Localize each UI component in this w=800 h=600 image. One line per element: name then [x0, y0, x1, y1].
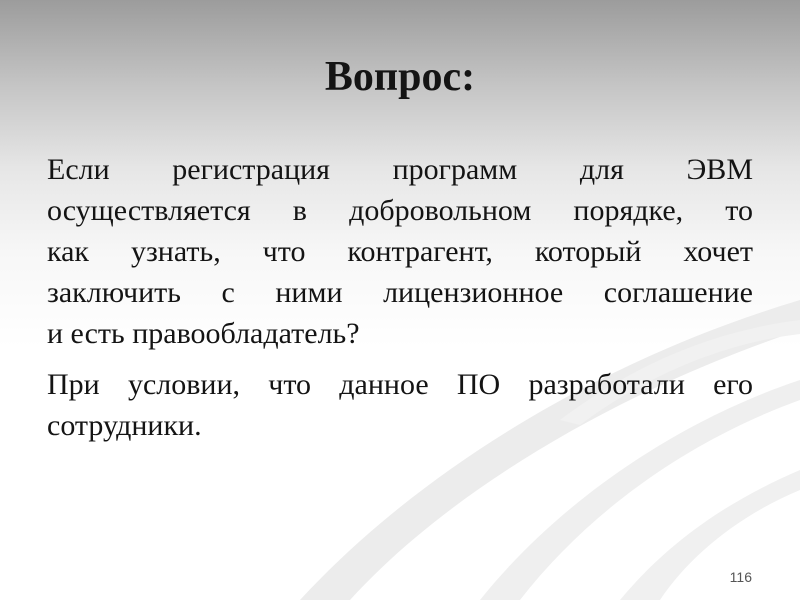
condition-paragraph	[47, 364, 753, 446]
text-line: как узнать, что контрагент, который хочет	[47, 235, 753, 268]
slide-number: 116	[729, 569, 752, 585]
text-line: Если регистрация программ для ЭВМ	[47, 153, 753, 186]
slide-body	[47, 149, 753, 456]
question-paragraph	[47, 149, 753, 354]
slide-title: Вопрос:	[324, 54, 476, 100]
text-line: сотрудники.	[47, 409, 202, 442]
text-line: осуществляется в добровольном порядке, то	[47, 194, 753, 227]
text-line: заключить с ними лицензионное соглашение	[47, 276, 753, 309]
text-line: При условии, что данное ПО разработали его	[47, 368, 753, 401]
text-line: и есть правообладатель?	[47, 317, 360, 350]
